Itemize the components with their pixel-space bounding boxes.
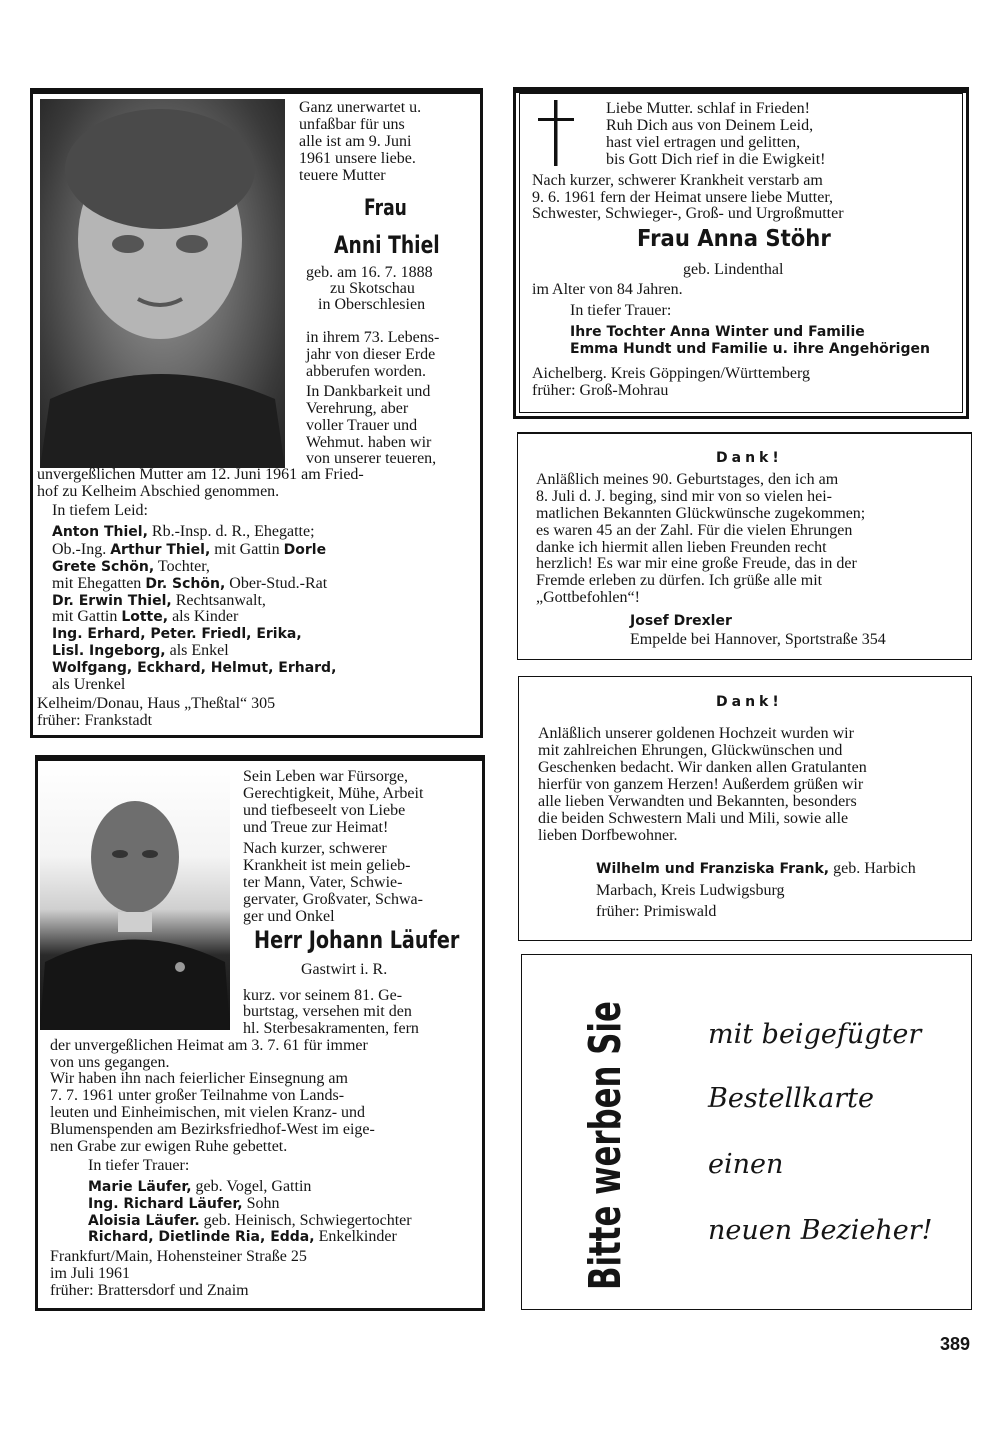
text-line: kurz. vor seinem 81. Ge- (243, 987, 403, 1004)
signature-name: Josef Drexler (630, 613, 732, 629)
promo-line: neuen Bezieher! (708, 1215, 933, 1246)
promo-line: Bestellkarte (708, 1083, 874, 1114)
portrait-anni-thiel (40, 99, 285, 468)
text-line: Sein Leben war Fürsorge, (243, 768, 408, 785)
text-line: Ruh Dich aus von Deinem Leid, (606, 117, 814, 134)
text-line: geb. Lindenthal (683, 261, 784, 278)
text-line: alle lieben Verwandten und Bekannten, besonders (538, 793, 857, 810)
mourner-line: als Urenkel (52, 676, 126, 693)
stoehr-name: Frau Anna Stöhr (637, 226, 831, 252)
text-line: im Juli 1961 (50, 1265, 131, 1282)
mourner-line: Dr. Erwin Thiel, Rechtsanwalt, (52, 592, 266, 609)
mourner-line: mit Gattin Lotte, als Kinder (52, 608, 239, 625)
text-line: Anläßlich meines 90. Geburtstages, den ich am (536, 471, 839, 488)
promo-vertical-text: Bitte werben Sie (580, 1001, 631, 1290)
text-line: burtstag, versehen mit den (243, 1003, 412, 1020)
text-line: die beiden Schwestern Mali und Mili, sowie alle (538, 810, 849, 827)
mourner-line: Ing. Richard Läufer, Sohn (88, 1195, 280, 1212)
text-line: voller Trauer und (306, 417, 418, 434)
text-line: Aichelberg. Kreis Göppingen/Württemberg (532, 365, 810, 382)
text-line: ger und Onkel (243, 908, 335, 925)
text-line: matlichen Bekannten Glückwünsche zugekommen; (536, 505, 866, 522)
text-line: Krankheit ist mein gelieb- (243, 857, 411, 874)
text-line: und tiefbeseelt von Liebe (243, 802, 406, 819)
mourner-line: Richard, Dietlinde Ria, Edda, Enkelkinder (88, 1228, 397, 1245)
text-line: Schwester, Schwieger-, Groß- und Urgroßmutter (532, 205, 844, 222)
text-line: von unserer teueren, (306, 450, 437, 467)
text-line: 8. Juli d. J. beging, sind mir von so vielen hei- (536, 488, 832, 505)
text-line: lieben Dorfbewohner. (538, 827, 678, 844)
text-line: In tiefem Leid: (52, 502, 148, 519)
text-line: hierfür von ganzem Herzen! Außerdem grüßen wir (538, 776, 864, 793)
text-line: Empelde bei Hannover, Sportstraße 354 (630, 631, 886, 648)
laeufer-name: Herr Johann Läufer (254, 926, 460, 954)
thiel-title-frau: Frau (364, 196, 407, 221)
mourner-line: Anton Thiel, Rb.-Insp. d. R., Ehegatte; (52, 523, 315, 540)
text-line: Kelheim/Donau, Haus „Theßtal“ 305 (37, 695, 276, 712)
text-line: In tiefer Trauer: (88, 1157, 190, 1174)
text-line: und Treue zur Heimat! (243, 819, 389, 836)
mourner-line: Grete Schön, Tochter, (52, 558, 210, 575)
text-line: Wir haben ihn nach feierlicher Einsegnung am (50, 1070, 348, 1087)
text-line: unfaßbar für uns (299, 116, 405, 133)
text-line: leuten und Einheimischen, mit vielen Kranz- und (50, 1104, 366, 1121)
mourner-line: Aloisia Läufer. geb. Heinisch, Schwiegertochter (88, 1212, 412, 1229)
text-line: In Dankbarkeit und (306, 383, 431, 400)
portrait-johann-laeufer (40, 762, 230, 1030)
text-line: Ihre Tochter Anna Winter und Familie (570, 324, 865, 340)
text-line: gervater, Großvater, Schwa- (243, 891, 423, 908)
text-line: Geschenken bedacht. Wir danken allen Gratulanten (538, 759, 867, 776)
text-line: Wehmut. haben wir (306, 434, 432, 451)
text-line: in Oberschlesien (318, 296, 426, 313)
mourner-line: Ob.-Ing. Arthur Thiel, mit Gattin Dorle (52, 541, 327, 558)
text-line: Liebe Mutter. schlaf in Frieden! (606, 100, 810, 117)
mourner-line: Lisl. Ingeborg, als Enkel (52, 642, 229, 659)
portrait-figure-icon (40, 762, 230, 1030)
text-line: hl. Sterbesakramenten, fern (243, 1020, 419, 1037)
text-line: 7. 7. 1961 unter großer Teilnahme von Lands- (50, 1087, 345, 1104)
text-line: Ganz unerwartet u. (299, 99, 422, 116)
text-line: hof zu Kelheim Abschied genommen. (37, 483, 280, 500)
text-line: jahr von dieser Erde (306, 346, 436, 363)
text-line: danke ich hiermit allen lieben Freunden recht (536, 539, 827, 556)
cross-icon (538, 100, 574, 166)
text-line: hast viel ertragen und gelitten, (606, 134, 801, 151)
text-line: früher: Groß-Mohrau (532, 382, 669, 399)
promo-line: einen (708, 1149, 784, 1180)
text-line: früher: Primiswald (596, 903, 717, 920)
text-line: in ihrem 73. Lebens- (306, 329, 440, 346)
portrait-figure-icon (40, 99, 285, 468)
text-line: ter Mann, Vater, Schwie- (243, 874, 403, 891)
text-line: Gerechtigkeit, Mühe, Arbeit (243, 785, 424, 802)
text-line: Verehrung, aber (306, 400, 409, 417)
mourner-line: Wolfgang, Eckhard, Helmut, Erhard, (52, 660, 337, 676)
text-line: Anläßlich unserer goldenen Hochzeit wurden wir (538, 725, 854, 742)
text-line: früher: Frankstadt (37, 712, 153, 729)
text-line: teuere Mutter (299, 167, 386, 184)
signature-line: Wilhelm und Franziska Frank, geb. Harbich (596, 860, 916, 877)
mourner-line: Ing. Erhard, Peter. Friedl, Erika, (52, 626, 302, 642)
text-line: „Gottbefohlen“! (536, 589, 640, 606)
text-line: von uns gegangen. (50, 1054, 170, 1071)
text-line: der unvergeßlichen Heimat am 3. 7. 61 für immer (50, 1037, 368, 1054)
thanks-title: Dank! (716, 694, 783, 710)
text-line: Nach kurzer, schwerer (243, 840, 387, 857)
text-line: geb. am 16. 7. 1888 (306, 264, 433, 281)
text-line: bis Gott Dich rief in die Ewigkeit! (606, 151, 826, 168)
mourner-line: mit Ehegatten Dr. Schön, Ober-Stud.-Rat (52, 575, 328, 592)
text-line: Marbach, Kreis Ludwigsburg (596, 882, 785, 899)
text-line: Nach kurzer, schwerer Krankheit verstarb am (532, 172, 823, 189)
text-line: herzlich! Es war mir eine große Freude, das in der (536, 555, 857, 572)
page-number: 389 (940, 1334, 971, 1354)
text-line: Blumenspenden am Bezirksfriedhof-West im eige- (50, 1121, 375, 1138)
text-line: Frankfurt/Main, Hohensteiner Straße 25 (50, 1248, 307, 1265)
thanks-title: Dank! (716, 450, 783, 466)
text-line: abberufen worden. (306, 363, 426, 380)
text-line: Fremde erleben zu dürfen. Ich grüße alle mit (536, 572, 823, 589)
text-line: In tiefer Trauer: (570, 302, 672, 319)
text-line: zu Skotschau (330, 280, 415, 297)
text-line: im Alter von 84 Jahren. (532, 281, 683, 298)
text-line: Gastwirt i. R. (301, 961, 388, 978)
mourner-line: Marie Läufer, geb. Vogel, Gattin (88, 1178, 312, 1195)
text-line: unvergeßlichen Mutter am 12. Juni 1961 am Fried- (37, 466, 364, 483)
text-line: 9. 6. 1961 fern der Heimat unsere liebe Mutter, (532, 189, 834, 206)
text-line: früher: Brattersdorf und Znaim (50, 1282, 249, 1299)
text-line: Emma Hundt und Familie u. ihre Angehörigen (570, 341, 930, 357)
text-line: alle ist am 9. Juni (299, 133, 412, 150)
text-line: mit zahlreichen Ehrungen, Glückwünschen und (538, 742, 843, 759)
promo-line: mit beigefügter (708, 1019, 922, 1050)
text-line: nen Grabe zur ewigen Ruhe gebettet. (50, 1138, 288, 1155)
text-line: 1961 unsere liebe. (299, 150, 416, 167)
thiel-name: Anni Thiel (334, 231, 440, 259)
text-line: es waren 45 an der Zahl. Für die vielen Ehrungen (536, 522, 853, 539)
